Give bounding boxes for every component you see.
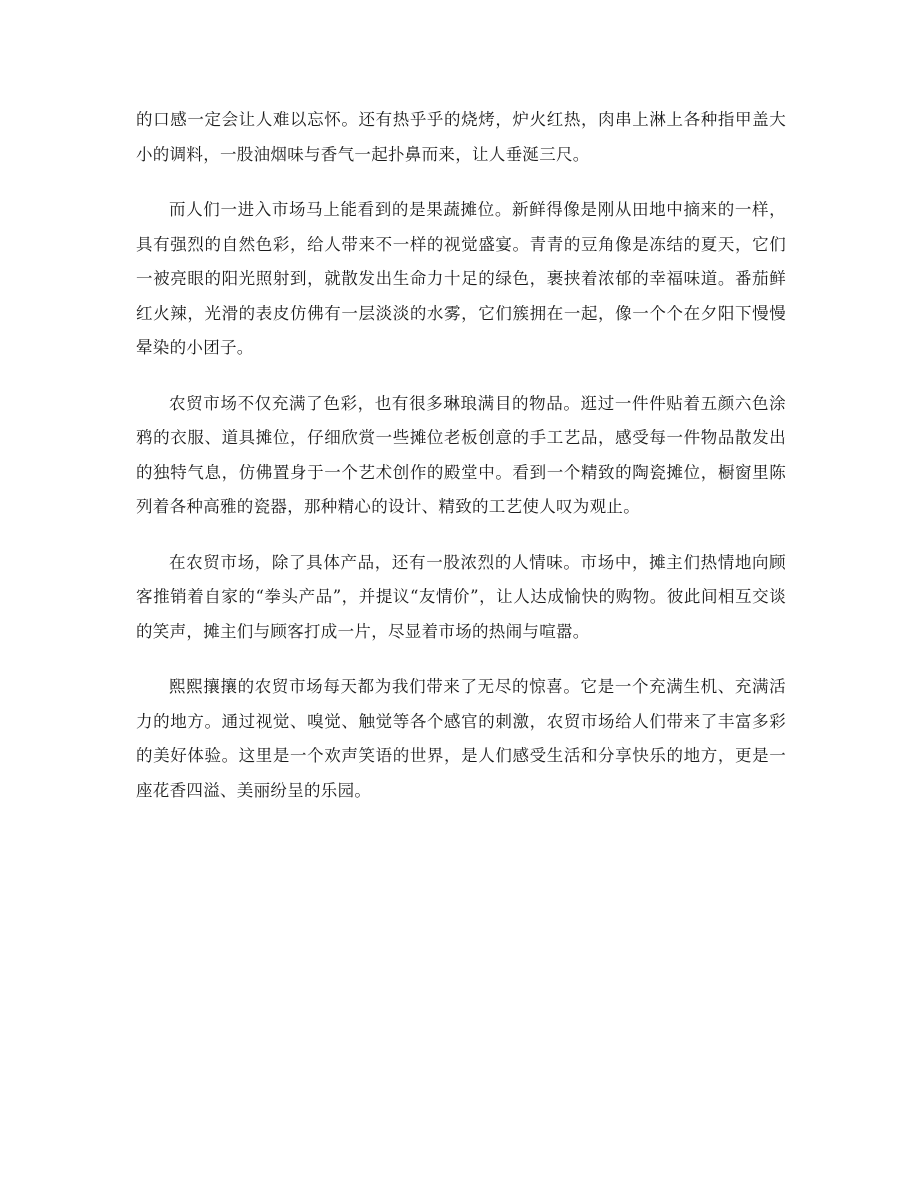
paragraph-1: 的口感一定会让人难以忘怀。还有热乎乎的烧烤，炉火红热，肉串上淋上各种指甲盖大小的调料，一股油烟味与香气一起扑鼻而来，让人垂涎三尺。 [136,110,786,164]
paragraph-5: 熙熙攘攘的农贸市场每天都为我们带来了无尽的惊喜。它是一个充满生机、充满活力的地方。通过视觉、嗅觉、触觉等各个感官的刺激，农贸市场给人们带来了丰富多彩的美好体验。这里是一个欢声笑语的世界，是人们感受生活和分享快乐的地方，更是一座花香四溢、美丽纷呈的乐园。 [136,677,786,800]
document-body [136,103,786,829]
paragraph-3: 农贸市场不仅充满了色彩，也有很多琳琅满目的物品。逛过一件件贴着五颜六色涂鸦的衣服、道具摊位，仔细欣赏一些摊位老板创意的手工艺品，感受每一件物品散发出的独特气息，仿佛置身于一个艺术创作的殿堂中。看到一个精致的陶瓷摊位，橱窗里陈列着各种高雅的瓷器，那种精心的设计、精致的工艺使人叹为观止。 [136,393,786,516]
paragraph-2: 而人们一进入市场马上能看到的是果蔬摊位。新鲜得像是刚从田地中摘来的一样，具有强烈的自然色彩，给人带来不一样的视觉盛宴。青青的豆角像是冻结的夏天，它们一被亮眼的阳光照射到，就散发出生命力十足的绿色，裹挟着浓郁的幸福味道。番茄鲜红火辣，光滑的表皮仿佛有一层淡淡的水雾，它们簇拥在一起，像一个个在夕阳下慢慢晕染的小团子。 [136,200,786,357]
paragraph-4: 在农贸市场，除了具体产品，还有一股浓烈的人情味。市场中，摊主们热情地向顾客推销着自家的“拳头产品”，并提议“友情价”，让人达成愉快的购物。彼此间相互交谈的笑声，摊主们与顾客打成一片，尽显着市场的热闹与喧嚣。 [136,552,786,641]
